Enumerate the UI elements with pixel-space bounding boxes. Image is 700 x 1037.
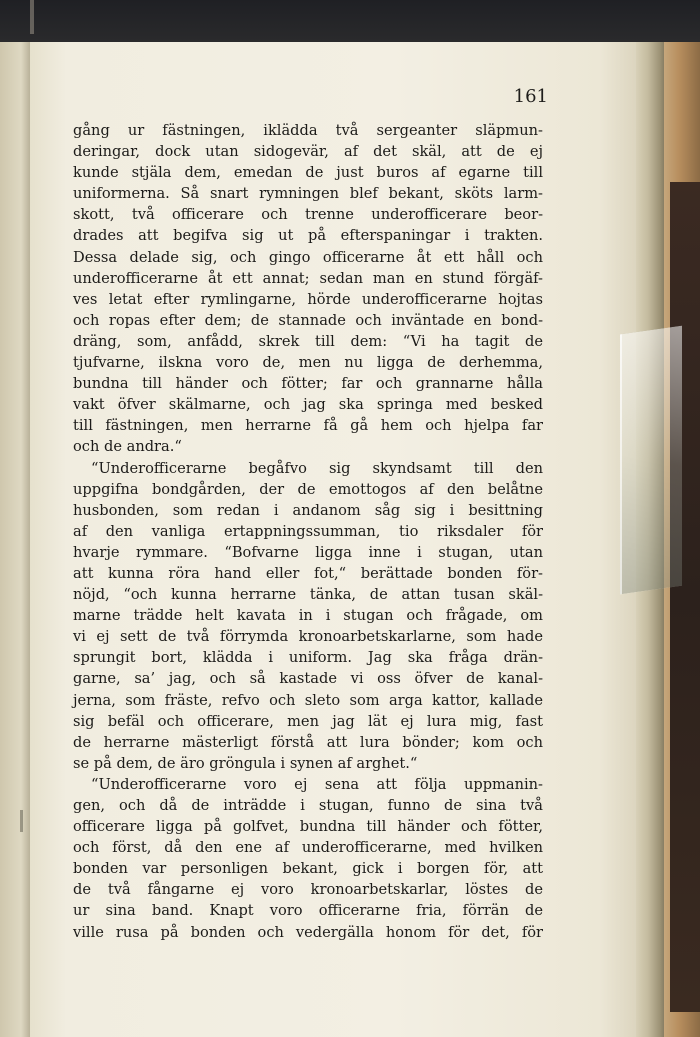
glass-reflection bbox=[620, 326, 682, 595]
text-line: ville rusa på bonden och vedergälla honom för det, för bbox=[73, 923, 543, 941]
text-line: bonden var personligen bekant, gick i borgen för, att bbox=[73, 860, 543, 878]
text-line: uppgifna bondgården, der de emottogos af den belåtne bbox=[73, 480, 543, 498]
text-line: marne trädde helt kavata in i stugan och frågade, om bbox=[73, 607, 543, 625]
text-line: och ropas efter dem; de stannade och inväntade en bond- bbox=[73, 311, 543, 329]
text-line: husbonden, som redan i andanom såg sig i besittning bbox=[73, 501, 543, 519]
text-line: underofficerarne åt ett annat; sedan man en stund förgäf- bbox=[73, 269, 543, 287]
text-line: af den vanliga ertappningssumman, tio riksdaler för bbox=[73, 522, 543, 540]
text-line: garne, sa’ jag, och så kastade vi oss öfver de kanal- bbox=[73, 670, 543, 688]
text-line: dräng, som, anfådd, skrek till dem: “Vi ha tagit de bbox=[73, 332, 543, 350]
text-line: ves letat efter rymlingarne, hörde underofficerarne hojtas bbox=[73, 290, 543, 308]
book-page bbox=[30, 42, 636, 1037]
text-line: de herrarne mästerligt förstå att lura bönder; kom och bbox=[73, 733, 543, 751]
text-line: sig befäl och officerare, men jag lät ej lura mig, fast bbox=[73, 712, 543, 730]
background-strip bbox=[0, 0, 700, 42]
binding-thread bbox=[30, 0, 34, 34]
text-line: officerare ligga på golfvet, bundna till händer och fötter, bbox=[73, 818, 543, 836]
page-number: 161 bbox=[513, 86, 548, 107]
text-line: kunde stjäla dem, emedan de just buros af egarne till bbox=[73, 164, 543, 182]
text-line: tjufvarne, ilskna voro de, men nu ligga de derhemma, bbox=[73, 354, 543, 372]
text-line: de två fångarne ej voro kronoarbetskarlar, löstes de bbox=[73, 881, 543, 899]
text-line: gång ur fästningen, iklädda två sergeanter släpmun- bbox=[73, 122, 543, 139]
text-line: se på dem, de äro gröngula i synen af arghet.“ bbox=[73, 754, 418, 772]
text-line: ur sina band. Knapt voro officerarne fria, förrän de bbox=[73, 902, 543, 920]
cover-dark-band bbox=[670, 182, 700, 1012]
margin-pencil-mark bbox=[20, 810, 23, 832]
text-line: jerna, som fräste, refvo och sleto som arga kattor, kallade bbox=[73, 691, 543, 709]
text-line: “Underofficerarne begåfvo sig skyndsamt till den bbox=[91, 459, 543, 477]
text-line: vi ej sett de två förrymda kronoarbetskarlarne, som hade bbox=[73, 628, 543, 646]
text-line: gen, och då de inträdde i stugan, funno de sina två bbox=[73, 797, 543, 814]
text-line: drades att begifva sig ut på efterspaningar i trakten. bbox=[73, 227, 543, 245]
body-text bbox=[73, 120, 543, 943]
text-line: uniformerna. Så snart rymningen blef bekant, sköts larm- bbox=[73, 185, 543, 203]
text-line: och de andra.“ bbox=[73, 438, 182, 456]
text-line: “Underofficerarne voro ej sena att följa uppmanin- bbox=[91, 775, 543, 793]
text-line: sprungit bort, klädda i uniform. Jag ska fråga drän- bbox=[73, 649, 543, 667]
text-line: och först, då den ene af underofficerarne, med hvilken bbox=[73, 839, 543, 857]
text-line: till fästningen, men herrarne få gå hem och hjelpa far bbox=[73, 417, 543, 435]
left-facing-page bbox=[0, 42, 30, 1037]
text-line: nöjd, “och kunna herrarne tänka, de attan tusan skäl- bbox=[73, 586, 543, 604]
text-line: vakt öfver skälmarne, och jag ska springa med besked bbox=[73, 396, 543, 414]
text-line: skott, två officerare och trenne underofficerare beor- bbox=[73, 206, 543, 224]
text-line: bundna till händer och fötter; far och grannarne hålla bbox=[73, 375, 543, 393]
text-line: hvarje rymmare. “Bofvarne ligga inne i stugan, utan bbox=[73, 543, 543, 561]
text-line: deringar, dock utan sidogevär, af det skäl, att de ej bbox=[73, 143, 543, 161]
text-line: att kunna röra hand eller fot,“ berättade bonden för- bbox=[73, 564, 543, 582]
text-line: Dessa delade sig, och gingo officerarne åt ett håll och bbox=[73, 248, 543, 266]
